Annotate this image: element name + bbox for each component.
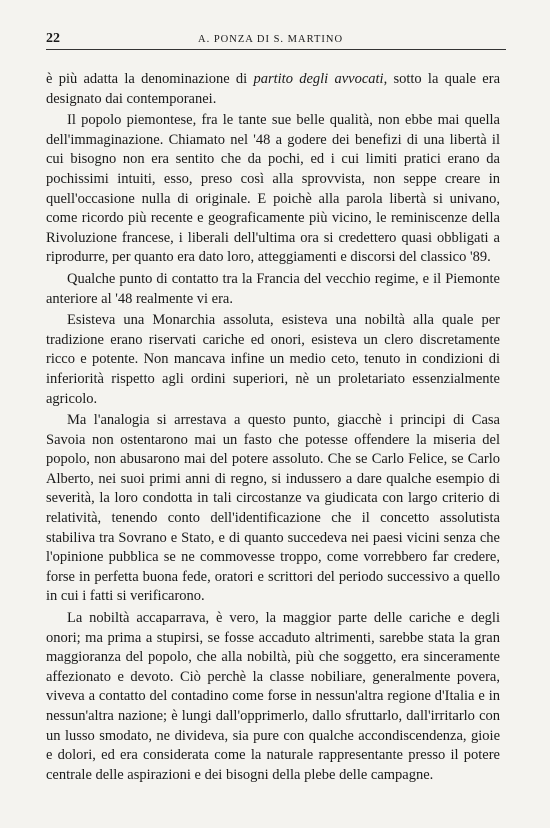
paragraph: Esisteva una Monarchia assoluta, esisteva una nobiltà alla quale per tradizione erano riservati cariche ed onori, esisteva un clero discretamente ricco e potente. Non mancava infine un medio ceto, tenuto in condizioni di inferiorità rispetto agli ordini superiori, nè un proletariato essenzialmente agricolo. (46, 312, 500, 407)
body-text (46, 70, 500, 787)
paragraph: Qualche punto di contatto tra la Francia del vecchio regime, e il Piemonte anteriore al '48 realmente vi era. (46, 270, 500, 307)
paragraph (46, 70, 500, 109)
running-head: A. PONZA DI S. MARTINO (198, 34, 344, 45)
page-number: 22 (46, 31, 60, 46)
paragraph: Il popolo piemontese, fra le tante sue belle qualità, non ebbe mai quella dell'immaginazione. Chiamato nel '48 a godere dei benefizi di una libertà il cui bisogno non era sentito che da pochi, ed i cui limiti pratici erano da pochissimi intuiti, esso, preso così alla sprovvista, non seppe creare in quell'occasione nulla di originale. E poichè alla parola libertà si univano, come ricordo più recente e geograficamente più vicino, le reminiscenze della Rivoluzione francese, i liberali dell'ultima ora si credettero quasi obbligati a riprodurre, per quanto era dato loro, atteggiamenti e discorsi del classico '89. (46, 112, 500, 266)
page-header (46, 28, 506, 48)
paragraph: Ma l'analogia si arrestava a questo punto, giacchè i principi di Casa Savoia non ostentarono mai un fasto che potesse offendere la miseria del popolo, non abusarono mai del potere assoluto. Che se Carlo Felice, se Carlo Alberto, nei suoi primi anni di regno, si indussero a dare qualche esempio di severità, la loro condotta in tali circostanze va giudicata con largo criterio di relatività, tenendo conto dell'identificazione che il concetto assolutista stabiliva tra Sovrano e Stato, e di quanto succedeva nei paesi vicini senza che l'opinione pubblica se ne commovesse troppo, come vorrebbero far credere, forse in perfetta buona fede, oratori e scrittori del periodo successivo a quello in cui i fatti si verificarono. (46, 412, 500, 605)
header-rule (46, 49, 506, 50)
paragraph: La nobiltà accaparrava, è vero, la maggior parte delle cariche e degli onori; ma prima a stupirsi, se fosse accaduto altrimenti, sarebbe stata la gran maggioranza del popolo, che alla nobiltà, più che soggetto, era sinceramente affezionato e devoto. Ciò perchè la classe nobiliare, generalmente povera, viveva a contatto del contadino come forse in nessun'altra regione d'Italia e in nessun'altra nazione; è lungi dall'opprimerlo, dallo sfruttarlo, dall'irritarlo con un lusso smodato, ne divideva, sia pure con qualche accondiscendenza, gioie e dolori, ed era considerata come la naturale rappresentante presso il potere centrale delle aspirazioni e dei bisogni della plebe delle campagne. (46, 610, 500, 783)
paragraph-text: è più adatta la denominazione di (46, 71, 254, 87)
italic-phrase: partito degli avvocati (253, 71, 384, 87)
paragraph-text: , sotto la quale era designato dai contemporanei. (46, 71, 501, 107)
